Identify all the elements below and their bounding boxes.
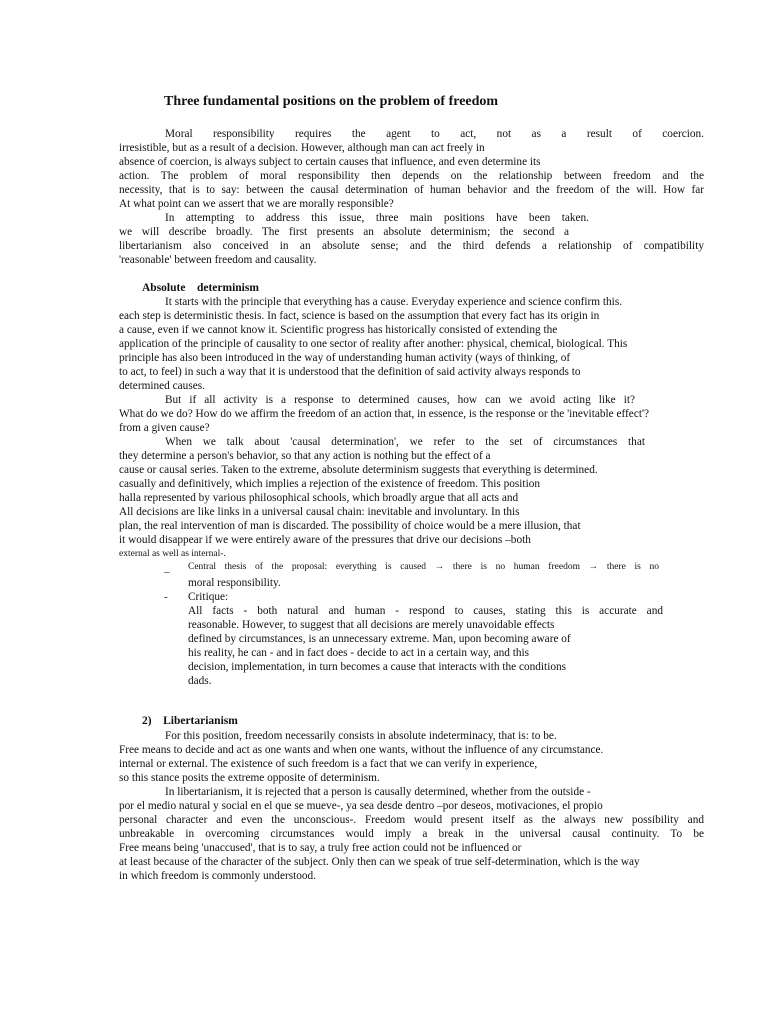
text-line: It starts with the principle that everything has a cause. Everyday experience and science confirm this.: [165, 296, 623, 308]
text-line: For this position, freedom necessarily consists in absolute indeterminacy, that is: to be.: [165, 730, 557, 742]
text-line: unbreakable in overcoming circumstances would imply a break in the universal causal continuity. To be: [119, 828, 704, 840]
bullet-label: Critique:: [188, 591, 229, 603]
text-line: Moral responsibility requires the agent to act, not as a result of coercion.: [165, 128, 704, 140]
text-line: personal character and even the unconscious-. Freedom would present itself as the always new possibility and: [119, 814, 704, 826]
text-line: 'reasonable' between freedom and causality.: [119, 254, 317, 266]
bullet-text: moral responsibility.: [188, 577, 281, 589]
text-line: In attempting to address this issue, three main positions have been taken.: [165, 212, 589, 224]
text-line: each step is deterministic thesis. In fact, science is based on the assumption that every fact has its origin in: [119, 310, 600, 322]
text-line: a cause, even if we cannot know it. Scientific progress has historically consisted of extending the: [119, 324, 558, 336]
text-line: plan, the real intervention of man is discarded. The possibility of choice would be a mere illusion, that: [119, 520, 581, 532]
text-line: external as well as internal-.: [119, 549, 226, 559]
text-line: it would disappear if we were entirely aware of the pressures that drive our decisions –both: [119, 534, 531, 546]
text-line: necessity, that is to say: between the causal determination of human behavior and the freedom of the will. How far: [119, 184, 704, 196]
page-title: Three fundamental positions on the problem of freedom: [164, 94, 499, 109]
critique-line: decision, implementation, in turn becomes a cause that interacts with the conditions: [188, 661, 567, 673]
section-heading: 2) Libertarianism: [142, 715, 238, 727]
critique-line: All facts - both natural and human - respond to causes, stating this is accurate and: [188, 605, 663, 617]
text-line: irresistible, but as a result of a decision. However, although man can act freely in: [119, 142, 485, 154]
text-line: principle has also been introduced in the way of understanding human activity (ways of thinking, of: [119, 352, 571, 364]
critique-line: dads.: [188, 675, 212, 687]
text-line: we will describe broadly. The first presents an absolute determinism; the second a: [119, 226, 569, 238]
text-line: At what point can we assert that we are morally responsible?: [119, 198, 394, 210]
text-line: absence of coercion, is always subject to certain causes that influence, and even determine its: [119, 156, 541, 168]
text-line: action. The problem of moral responsibility then depends on the relationship between freedom and the: [119, 170, 704, 182]
text-line: libertarianism also conceived in an absolute sense; and the third defends a relationship of compatibility: [119, 240, 704, 252]
text-line: When we talk about 'causal determination', we refer to the set of circumstances that: [165, 436, 645, 448]
text-line: Free means to decide and act as one wants and when one wants, without the influence of any circumstance.: [119, 744, 604, 756]
section-heading: Absolute determinism: [142, 282, 259, 294]
text-line: But if all activity is a response to determined causes, how can we avoid acting like it?: [165, 394, 635, 406]
text-line: All decisions are like links in a universal causal chain: inevitable and involuntary. In this: [119, 506, 520, 518]
text-line: in which freedom is commonly understood.: [119, 870, 317, 882]
critique-line: defined by circumstances, is an unnecessary extreme. Man, upon becoming aware of: [188, 633, 571, 645]
text-line: internal or external. The existence of such freedom is a fact that we can verify in experience,: [119, 758, 538, 770]
text-line: to act, to feel) in such a way that it is understood that the definition of said activity always responds to: [119, 366, 581, 378]
text-line: at least because of the character of the subject. Only then can we speak of true self-determination, which is the way: [119, 856, 640, 868]
text-line: Free means being 'unaccused', that is to say, a truly free action could not be influenced or: [119, 842, 522, 854]
bullet-text: Central thesis of the proposal: everything is caused → there is no human freedom → there is no: [188, 562, 659, 572]
critique-line: his reality, he can - and in fact does - decide to act in a certain way, and this: [188, 647, 530, 659]
text-line: por el medio natural y social en el que se mueve-, ya sea desde dentro –por deseos, motivaciones, el propio: [119, 800, 603, 812]
text-line: In libertarianism, it is rejected that a person is causally determined, whether from the outside -: [165, 786, 591, 798]
text-line: so this stance posits the extreme opposite of determinism.: [119, 772, 380, 784]
text-line: determined causes.: [119, 380, 205, 392]
text-line: halla represented by various philosophical schools, which broadly argue that all acts and: [119, 492, 519, 504]
text-line: application of the principle of causality to one sector of reality after another: physical, chemical, biological. This: [119, 338, 628, 350]
bullet-marker: _: [164, 562, 170, 574]
text-line: they determine a person's behavior, so that any action is nothing but the effect of a: [119, 450, 491, 462]
text-line: casually and definitively, which implies a rejection of the existence of freedom. This position: [119, 478, 541, 490]
text-line: from a given cause?: [119, 422, 210, 434]
text-line: cause or causal series. Taken to the extreme, absolute determinism suggests that everything is determined.: [119, 464, 598, 476]
text-line: What do we do? How do we affirm the freedom of an action that, in essence, is the response or the 'inevitable effect'?: [119, 408, 650, 420]
bullet-marker: -: [164, 591, 168, 603]
critique-line: reasonable. However, to suggest that all decisions are merely unavoidable effects: [188, 619, 555, 631]
